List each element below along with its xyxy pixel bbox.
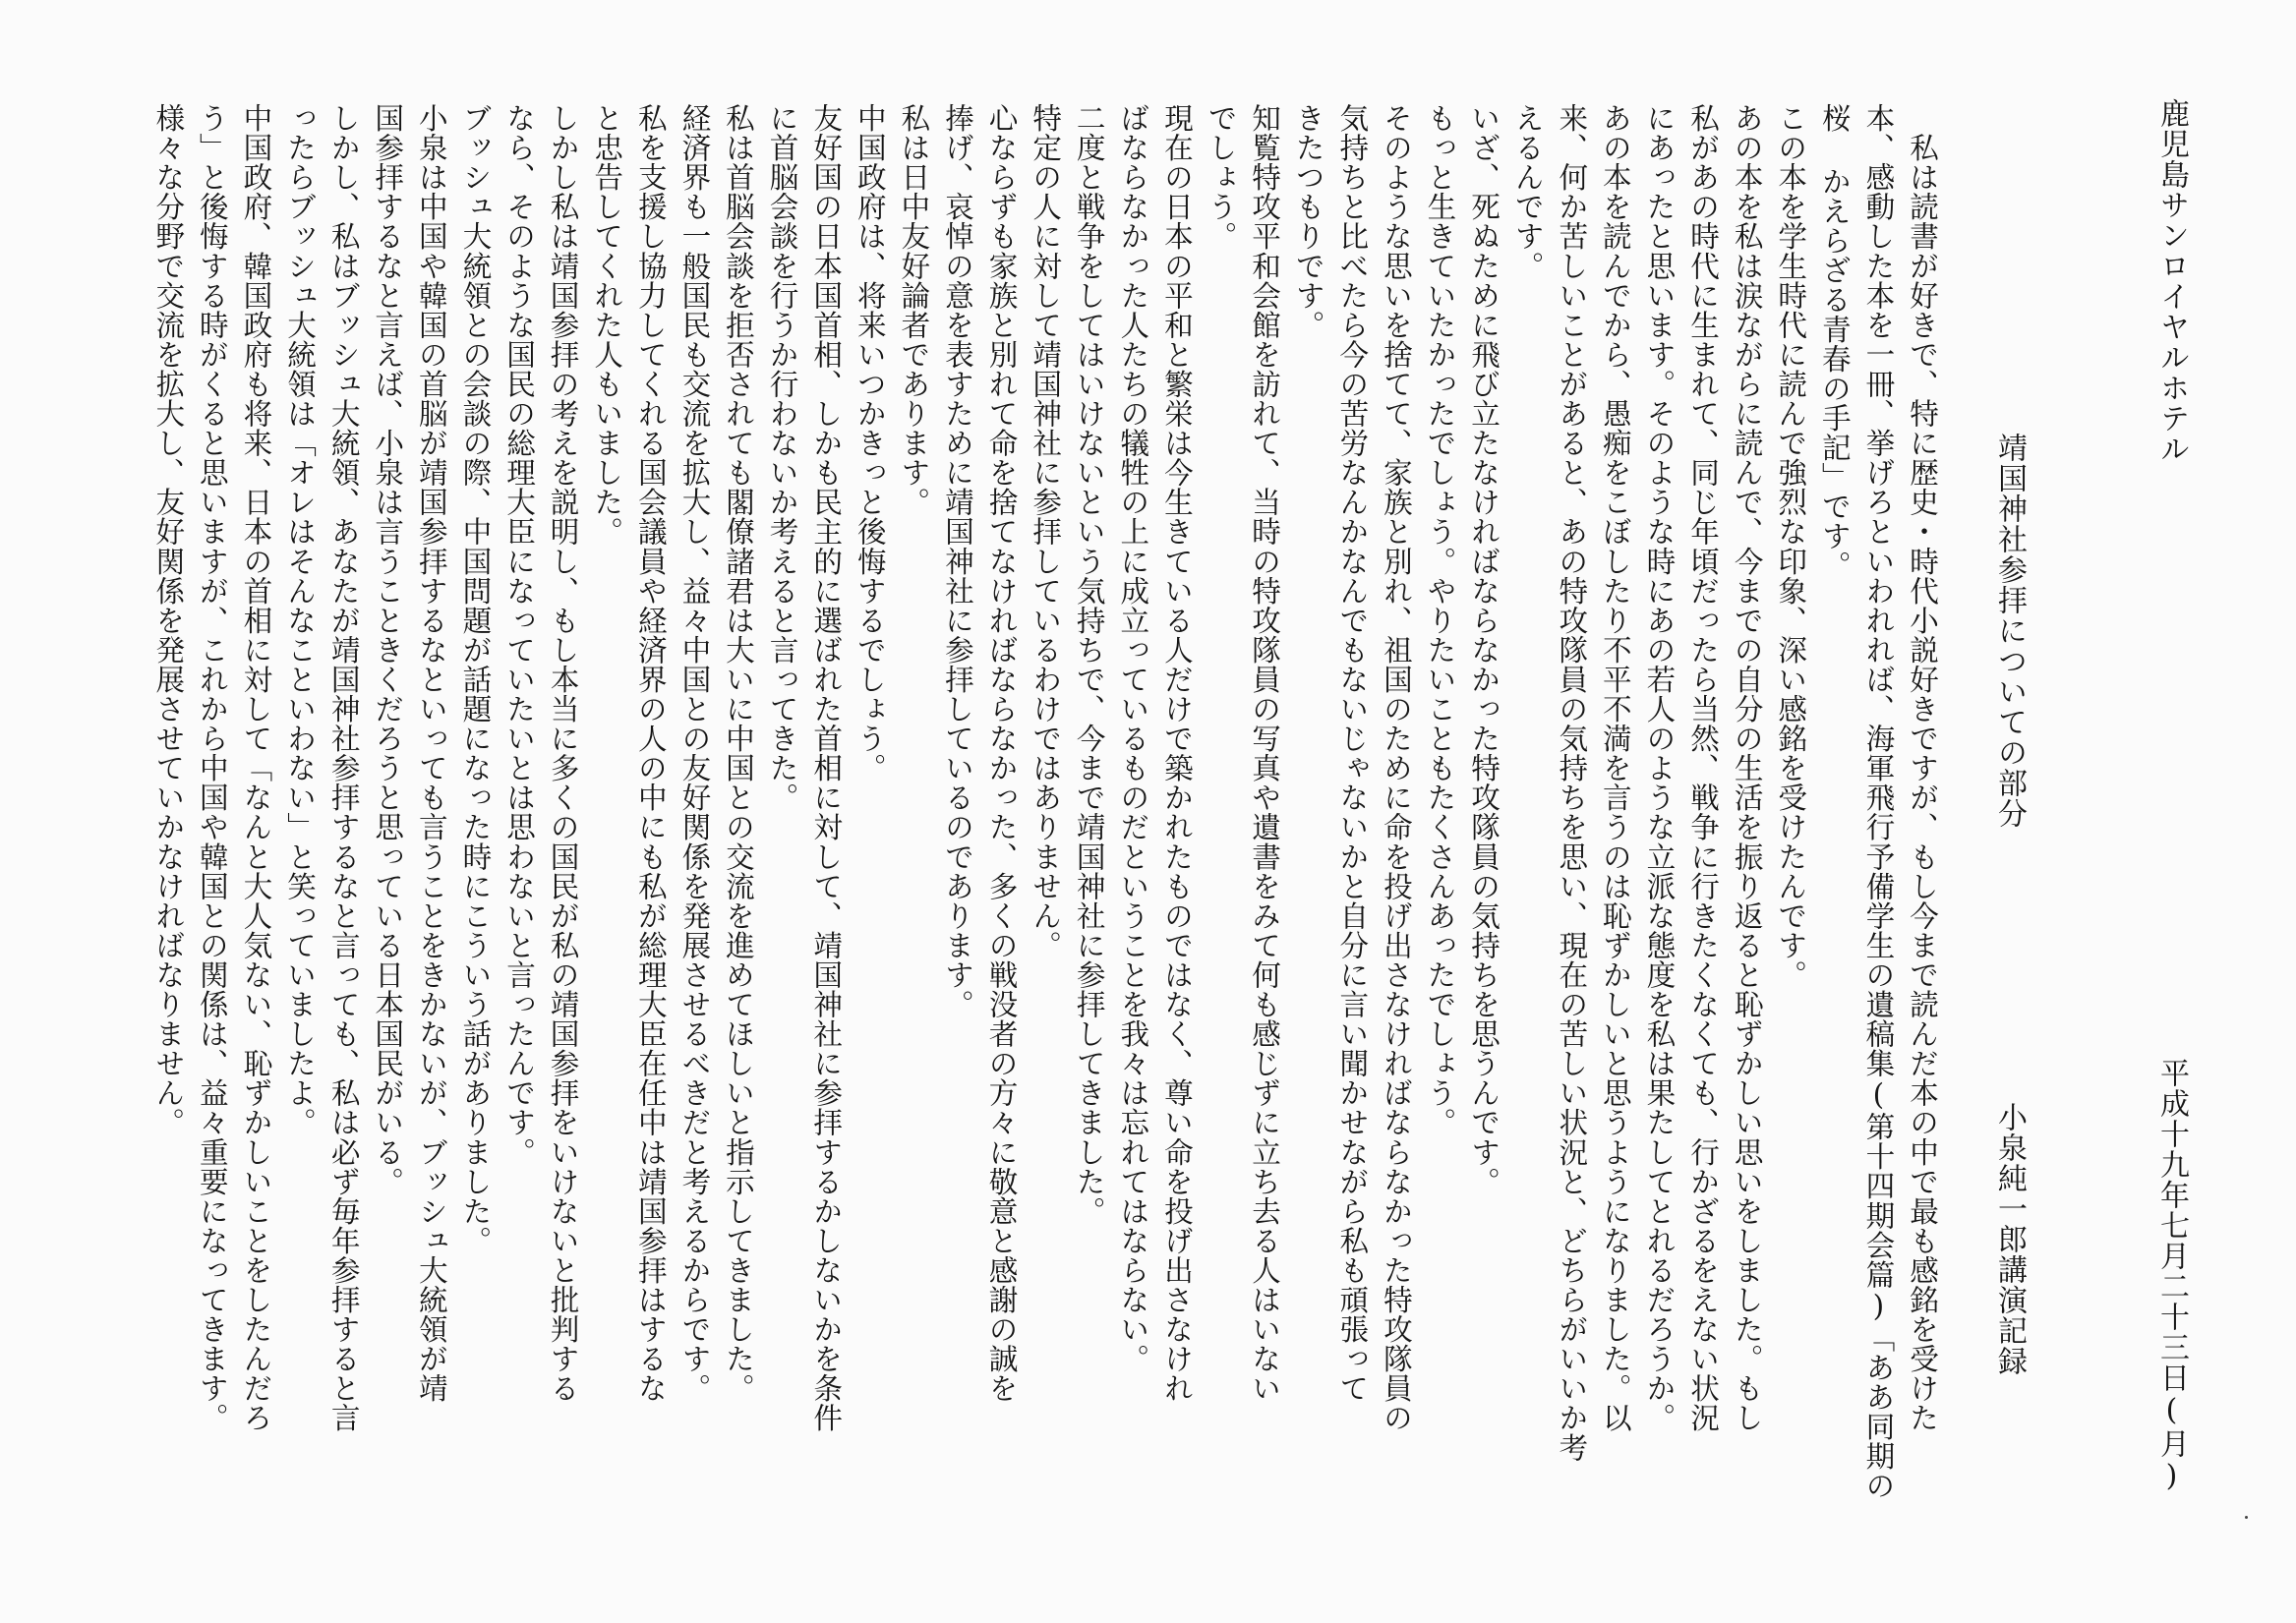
body-line: しかし私は靖国参拝の考えを説明し、もし本当に多くの国民が私の靖国参拝をいけないと批判する (546, 103, 580, 1404)
body-line: いざ、死ぬために飛び立たなければならなかった特攻隊員の気持ちを思うんです。 (1467, 103, 1501, 1196)
body-line: ブッシュ大統領との会談の際、中国問題が話題になった時にこういう話がありました。 (458, 103, 493, 1255)
body-line: 国参拝するなと言えば、小泉は言うこときくだろうと思っている日本国民がいる。 (371, 103, 405, 1196)
body-line: 私は首脳会談を拒否されても閣僚諸君は大いに中国との交流を進めてほしいと指示してきました。 (721, 103, 755, 1404)
body-line: 心ならずも家族と別れて命を捨てなければならなかった、多くの戦没者の方々に敬意と感謝の誠を (984, 103, 1019, 1404)
body-line: 気持ちと比べたら今の苦労なんかなんでもないじゃないかと自分に言い聞かせながら私も頑張って (1335, 103, 1370, 1404)
body-line: 私は日中友好論者であります。 (897, 103, 931, 517)
document-header (2149, 98, 2193, 1494)
body-line: ばならなかった人たちの犠牲の上に成立っているものだということを我々は忘れてはならない。 (1116, 103, 1150, 1374)
body-line: 知覧特攻平和会館を訪れて、当時の特攻隊員の写真や遺書をみて何も感じずに立ち去る人はいない (1248, 103, 1282, 1404)
body-line: えるんです。 (1510, 103, 1545, 281)
date-text: 平成十九年七月二十三日(月) (2154, 1058, 2189, 1494)
body-line: 中国政府は、将来いつかきっと後悔するでしょう。 (853, 103, 887, 783)
body-line: 私があの時代に生まれて、同じ年頃だったら当然、戦争に行きたくなくても、行かざるをえない状況 (1686, 103, 1721, 1433)
body-text (147, 103, 1944, 1558)
body-line: 桜 かえらざる青春の手記」です。 (1817, 103, 1852, 581)
body-line: 二度と戦争をしてはいけないという気持ちで、今まで靖国神社に参拝してきました。 (1072, 103, 1106, 1226)
title-sub: 靖国神社参拝についての部分 (1992, 433, 2027, 829)
body-line: そのような思いを捨てて、家族と別れ、祖国のために命を投げ出さなければならなかった特攻隊員の (1379, 103, 1413, 1433)
body-line: あの本を読んでから、愚痴をこぼしたり不平不満を言うのは恥ずかしいと思うようになりました。以 (1598, 103, 1632, 1433)
body-line: 中国政府、韓国政府も将来、日本の首相に対して「なんと大人気ない、恥ずかしいことをしたんだろ (239, 103, 273, 1433)
body-line: 特定の人に対して靖国神社に参拝しているわけではありません。 (1029, 103, 1063, 960)
body-line: 経済界も一般国民も交流を拡大し、益々中国との友好関係を発展させるべきだと考えるからです。 (677, 103, 712, 1404)
document-title (1987, 433, 2031, 1376)
body-line: 本、感動した本を一冊、挙げろといわれれば、海軍飛行予備学生の遺稿集(第十四期会篇)「ああ同期の (1861, 103, 1896, 1501)
body-line: 捧げ、哀悼の意を表すために靖国神社に参拝しているのであります。 (940, 103, 974, 1019)
body-line: 様々な分野で交流を拡大し、友好関係を発展させていかなければなりません。 (151, 103, 186, 1137)
body-line: 私は読書が好きで、特に歴史・時代小説好きですが、もし今まで読んだ本の中で最も感銘を受けた (1906, 103, 1939, 1433)
body-line: にあったと思います。そのような時にあの若人のような立派な態度を私は果たしてとれるだろうか。 (1642, 103, 1677, 1433)
body-line: と忠告してくれた人もいました。 (590, 103, 624, 547)
body-line: ったらブッシュ大統領は「オレはそんなこといわない」と笑っていましたよ。 (283, 103, 318, 1137)
scan-speck (2245, 1516, 2248, 1519)
body-line: 私を支援し協力してくれる国会議員や経済界の人の中にも私が総理大臣在任中は靖国参拝はするな (633, 103, 668, 1404)
body-line: あの本を私は涙ながらに読んで、今までの自分の生活を振り返ると恥ずかしい思いをしました。もし (1730, 103, 1764, 1433)
body-line: なら、そのような国民の総理大臣になっていたいとは思わないと言ったんです。 (502, 103, 536, 1167)
body-line: この本を学生時代に読んで強烈な印象、深い感銘を受けたんです。 (1774, 103, 1808, 990)
body-line: しかし、私はブッシュ大統領、あなたが靖国神社参拝するなと言っても、私は必ず毎年参拝すると言 (326, 103, 361, 1433)
body-line: きたつもりです。 (1291, 103, 1325, 340)
body-line: 現在の日本の平和と繁栄は今生きている人だけで築かれたものではなく、尊い命を投げ出さなけれ (1159, 103, 1194, 1404)
body-line: 小泉は中国や韓国の首脳が靖国参拝するなといっても言うことをきかないが、ブッシュ大統領が靖 (414, 103, 448, 1404)
body-line: 友好国の日本国首相、しかも民主的に選ばれた首相に対して、靖国神社に参拝するかしないかを条件 (809, 103, 844, 1433)
body-line: もっと生きていたかったでしょう。やりたいこともたくさんあったでしょう。 (1423, 103, 1457, 1137)
title-main: 小泉純一郎講演記録 (1992, 1102, 2027, 1376)
venue-text: 鹿児島サンロイヤルホテル (2154, 98, 2189, 464)
body-line: 来、何か苦しいことがあると、あの特攻隊員の気持ちを思い、現在の苦しい状況と、どちらがいいか考 (1555, 103, 1589, 1463)
body-line: う」と後悔する時がくると思いますが、これから中国や韓国との関係は、益々重要になってきます。 (195, 103, 229, 1433)
body-line: に首脳会談を行うか行わないか考えると言ってきた。 (765, 103, 799, 813)
body-line: でしょう。 (1204, 103, 1238, 252)
